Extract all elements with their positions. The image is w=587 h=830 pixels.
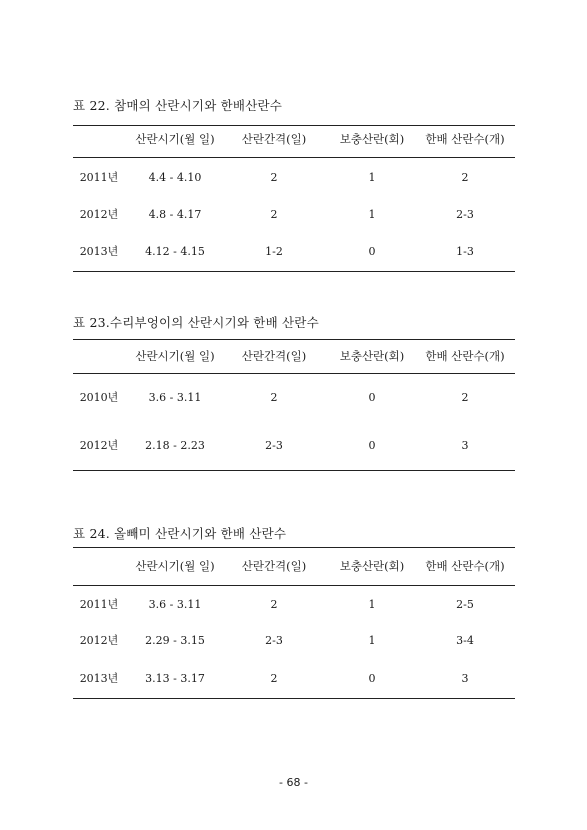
table-row [73, 632, 515, 650]
cell-period: 2.29 - 3.15 [145, 634, 205, 647]
cell-interval: 2 [270, 391, 278, 404]
table-caption: 표 23.수리부엉이의 산란시기와 한배 산란수 [73, 315, 319, 330]
table-top-rule [73, 547, 515, 548]
table-row [73, 596, 515, 614]
cell-interval: 2 [270, 208, 278, 221]
cell-period: 2.18 - 2.23 [145, 439, 205, 452]
table-caption: 표 22. 참매의 산란시기와 한배산란수 [73, 98, 283, 113]
table-row [73, 389, 515, 407]
header-replacement-clutch: 보충산란(회) [339, 349, 405, 363]
header-replacement-clutch: 보충산란(회) [339, 559, 405, 573]
header-spawning-interval: 산란간격(일) [241, 559, 307, 573]
cell-period: 4.8 - 4.17 [148, 208, 202, 221]
table-header-rule [73, 157, 515, 158]
header-spawning-interval: 산란간격(일) [241, 349, 307, 363]
table-row [73, 243, 515, 261]
header-clutch-size: 한배 산란수(개) [425, 559, 505, 573]
table-row [73, 169, 515, 187]
header-replacement-clutch: 보충산란(회) [339, 132, 405, 146]
cell-year: 2012년 [79, 439, 119, 452]
cell-clutch: 1-3 [456, 245, 474, 258]
cell-year: 2013년 [79, 245, 119, 258]
cell-replacement: 1 [368, 598, 376, 611]
header-spawning-interval: 산란간격(일) [241, 132, 307, 146]
table-header-row [73, 130, 515, 148]
cell-period: 4.12 - 4.15 [145, 245, 205, 258]
header-spawning-period: 산란시기(월 일) [135, 349, 215, 363]
cell-year: 2011년 [79, 598, 119, 611]
cell-replacement: 0 [368, 439, 376, 452]
table-bottom-rule [73, 698, 515, 699]
cell-year: 2013년 [79, 672, 119, 685]
cell-period: 3.6 - 3.11 [148, 598, 202, 611]
table-bottom-rule [73, 470, 515, 471]
cell-interval: 2-3 [265, 439, 283, 452]
cell-period: 3.13 - 3.17 [145, 672, 205, 685]
cell-replacement: 1 [368, 634, 376, 647]
cell-interval: 2 [270, 672, 278, 685]
table-header-rule [73, 585, 515, 586]
table-header-row [73, 347, 515, 365]
cell-clutch: 2 [461, 391, 469, 404]
table-header-row [73, 557, 515, 575]
header-spawning-period: 산란시기(월 일) [135, 132, 215, 146]
cell-year: 2010년 [79, 391, 119, 404]
cell-clutch: 3 [461, 439, 469, 452]
cell-interval: 2 [270, 171, 278, 184]
cell-clutch: 2-5 [456, 598, 474, 611]
cell-interval: 1-2 [265, 245, 283, 258]
table-bottom-rule [73, 271, 515, 272]
table-row [73, 206, 515, 224]
table-24 [73, 526, 515, 685]
cell-replacement: 1 [368, 171, 376, 184]
cell-year: 2011년 [79, 171, 119, 184]
cell-year: 2012년 [79, 634, 119, 647]
cell-clutch: 2-3 [456, 208, 474, 221]
table-row [73, 670, 515, 688]
cell-clutch: 3 [461, 672, 469, 685]
cell-replacement: 1 [368, 208, 376, 221]
table-22 [73, 98, 515, 258]
cell-interval: 2 [270, 598, 278, 611]
cell-period: 4.4 - 4.10 [148, 171, 202, 184]
table-23 [73, 315, 515, 452]
table-top-rule [73, 125, 515, 126]
header-clutch-size: 한배 산란수(개) [425, 132, 505, 146]
table-top-rule [73, 339, 515, 340]
cell-replacement: 0 [368, 672, 376, 685]
cell-replacement: 0 [368, 391, 376, 404]
cell-clutch: 2 [461, 171, 469, 184]
cell-replacement: 0 [368, 245, 376, 258]
cell-year: 2012년 [79, 208, 119, 221]
cell-period: 3.6 - 3.11 [148, 391, 202, 404]
table-header-rule [73, 373, 515, 374]
cell-clutch: 3-4 [456, 634, 474, 647]
header-clutch-size: 한배 산란수(개) [425, 349, 505, 363]
table-caption: 표 24. 올빼미 산란시기와 한배 산란수 [73, 526, 287, 541]
header-spawning-period: 산란시기(월 일) [135, 559, 215, 573]
cell-interval: 2-3 [265, 634, 283, 647]
page-number: - 68 - [279, 776, 308, 789]
table-row [73, 437, 515, 455]
